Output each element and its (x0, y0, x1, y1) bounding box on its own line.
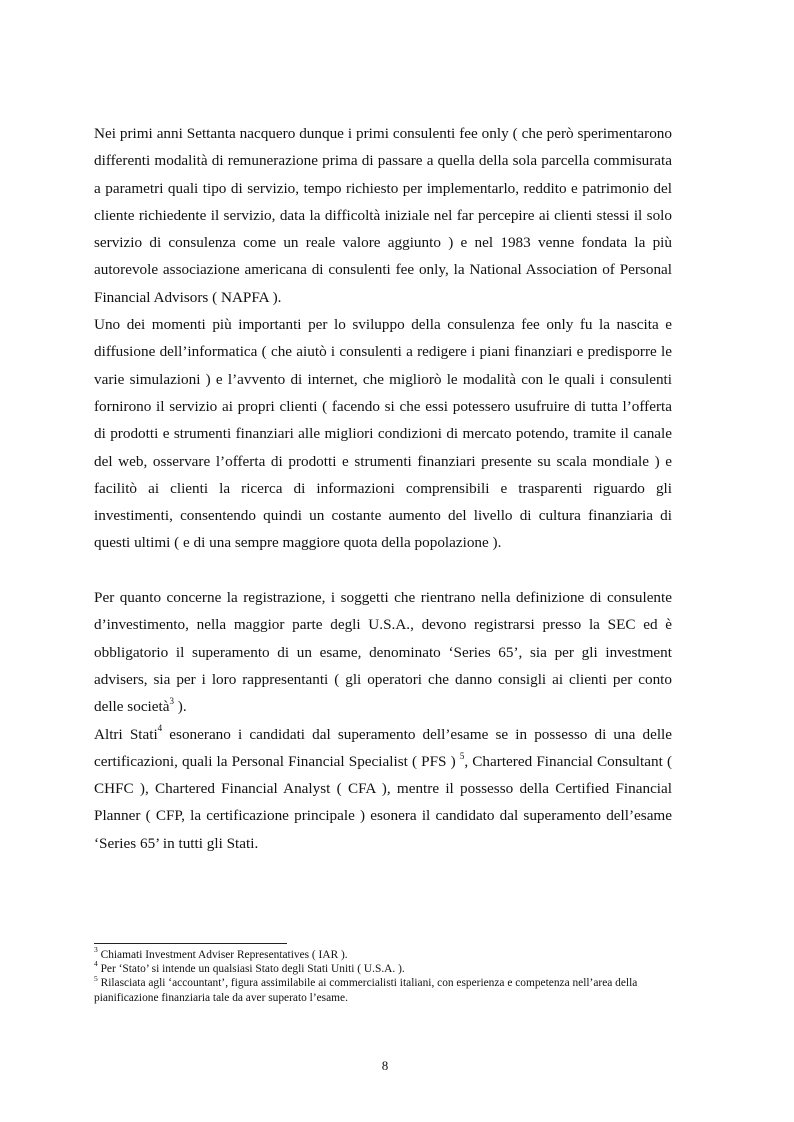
other-states-text-end: , Chartered Financial Consultant ( CHFC ), Chartered Financial Analyst ( CFA ), mentre il possesso della Certified Financial Planner ( CFP, la certificazione principale ) esonera il candidato dal superamento dell’esame ‘Series 65’ in tutti gli Stati. (94, 752, 672, 852)
page-number: 8 (381, 1058, 389, 1073)
footnote-3 (94, 945, 672, 962)
footnote-text: Rilasciata agli ‘accountant’, figura assimilabile ai commercialisti italiani, con esperienza e competenza nell’area della pianificazione finanziaria tale da aver superato l’esame. (94, 977, 638, 1004)
footnote-number: 5 (94, 973, 98, 983)
body-text (94, 120, 672, 857)
other-states-text: esonerano i candidati dal superamento dell’esame se in possesso di una delle certificazioni, quali la Personal Financial Specialist ( PFS ) (94, 725, 673, 770)
footnote-ref-4[interactable]: 4 (157, 723, 163, 734)
paragraph-informatics-internet: Uno dei momenti più importanti per lo sviluppo della consulenza fee only fu la nascita e diffusione dell’informatica ( che aiutò i consulenti a redigere i piani finanziari e predisporre le varie simulazioni ) e l’avvento di internet, che migliorò le modalità con le quali i consulenti fornirono il servizio ai propri clienti ( facendo si che essi potessero usufruire di tutta l’offerta di prodotti e strumenti finanziari alle migliori condizioni di mercato potendo, tramite il canale del web, osservare l’offerta di prodotti e strumenti finanziari presente su scala mondiale ) e facilitò ai clienti la ricerca di informazioni comprensibili e trasparenti riguardo gli investimenti, consentendo quindi un costante aumento del livello di cultura finanziaria di questi ultimi ( e di una sempre maggiore quota della popolazione ). (94, 316, 672, 552)
footnote-text: Per ‘Stato’ si intende un qualsiasi Stato degli Stati Uniti ( U.S.A. ). (97, 963, 405, 976)
footnote-5 (94, 973, 672, 1004)
paragraph-fee-only-origins: Nei primi anni Settanta nacquero dunque i primi consulenti fee only ( che però sperimentarono differenti modalità di remunerazione prima di passare a quella della sola parcella commisurata a parametri quali tipo di servizio, tempo richiesto per implementarlo, reddito e patrimonio del cliente richiedente il servizio, data la difficoltà iniziale nel far percepire ai clienti stessi il solo servizio di consulenza come un reale valore aggiunto ) e nel 1983 venne fondata la più autorevole associazione americana di consulenti fee only, la National Association of Personal Financial Advisors ( NAPFA ). (94, 125, 672, 306)
footnote-4 (94, 959, 672, 976)
footnote-number: 3 (94, 945, 98, 955)
footnotes (94, 945, 672, 1005)
paragraph-registration (94, 584, 672, 720)
registration-text: Per quanto concerne la registrazione, i soggetti che rientrano nella definizione di consulente d’investimento, nella maggior parte degli U.S.A., devono registrarsi presso la SEC ed è obbligatorio il superamento di un esame, denominato ‘Series 65’, sia per gli investment advisers, sia per i loro rappresentanti ( gli operatori che danno consigli ai clienti per conto delle società (94, 589, 672, 716)
paragraph-other-states (94, 721, 672, 857)
footnote-ref-3[interactable]: 3 (169, 696, 174, 707)
registration-text-end: ). (173, 698, 187, 716)
footnote-separator (94, 943, 287, 944)
footnote-ref-5[interactable]: 5 (459, 750, 465, 761)
footnote-number: 4 (94, 959, 98, 969)
other-states-lead: Altri Stati (94, 725, 158, 743)
footnote-text: Chiamati Investment Adviser Representatives ( IAR ). (97, 949, 348, 961)
